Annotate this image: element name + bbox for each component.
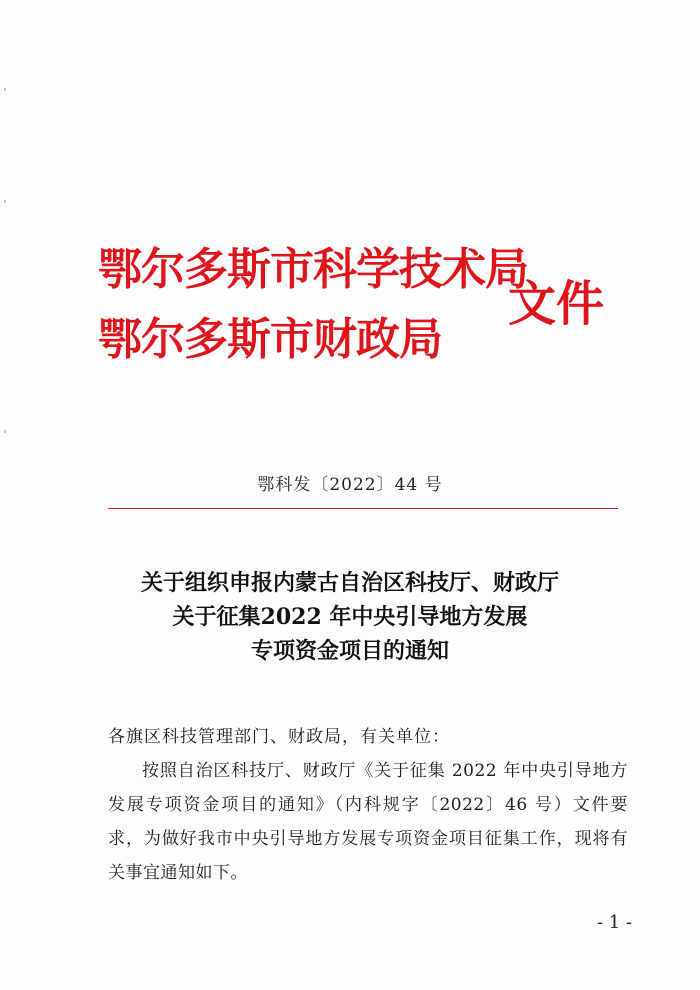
title-line: 专项资金项目的通知: [250, 638, 449, 664]
scan-edge-mark: [4, 430, 6, 433]
document-header: [98, 246, 618, 376]
document-title: [0, 566, 700, 668]
document-type-label: 文件: [508, 276, 605, 332]
page-number: - 1 -: [596, 912, 632, 933]
document-body: [108, 720, 628, 890]
title-line: 关于征集2022 年中央引导地方发展: [172, 604, 528, 630]
salutation: 各旗区科技管理部门、财政局，有关单位：: [108, 727, 450, 747]
issuer-name-finance-bureau: 鄂尔多斯市财政局: [98, 314, 442, 365]
document-number: 鄂科发〔2022〕44 号: [257, 475, 443, 495]
scan-edge-mark: [4, 200, 6, 203]
issuer-name-science-bureau: 鄂尔多斯市科学技术局: [98, 244, 528, 295]
body-paragraph: 按照自治区科技厅、财政厅《关于征集 2022 年中央引导地方发展专项资金项目的通知》（内科规字〔2022〕46 号）文件要求，为做好我市中央引导地方发展专项资金项目征集工作，现将有关事宜通知如下。: [108, 761, 628, 883]
header-divider: [108, 508, 618, 509]
title-line: 关于组织申报内蒙古自治区科技厅、财政厅: [140, 570, 559, 596]
scan-edge-mark: [4, 88, 6, 91]
